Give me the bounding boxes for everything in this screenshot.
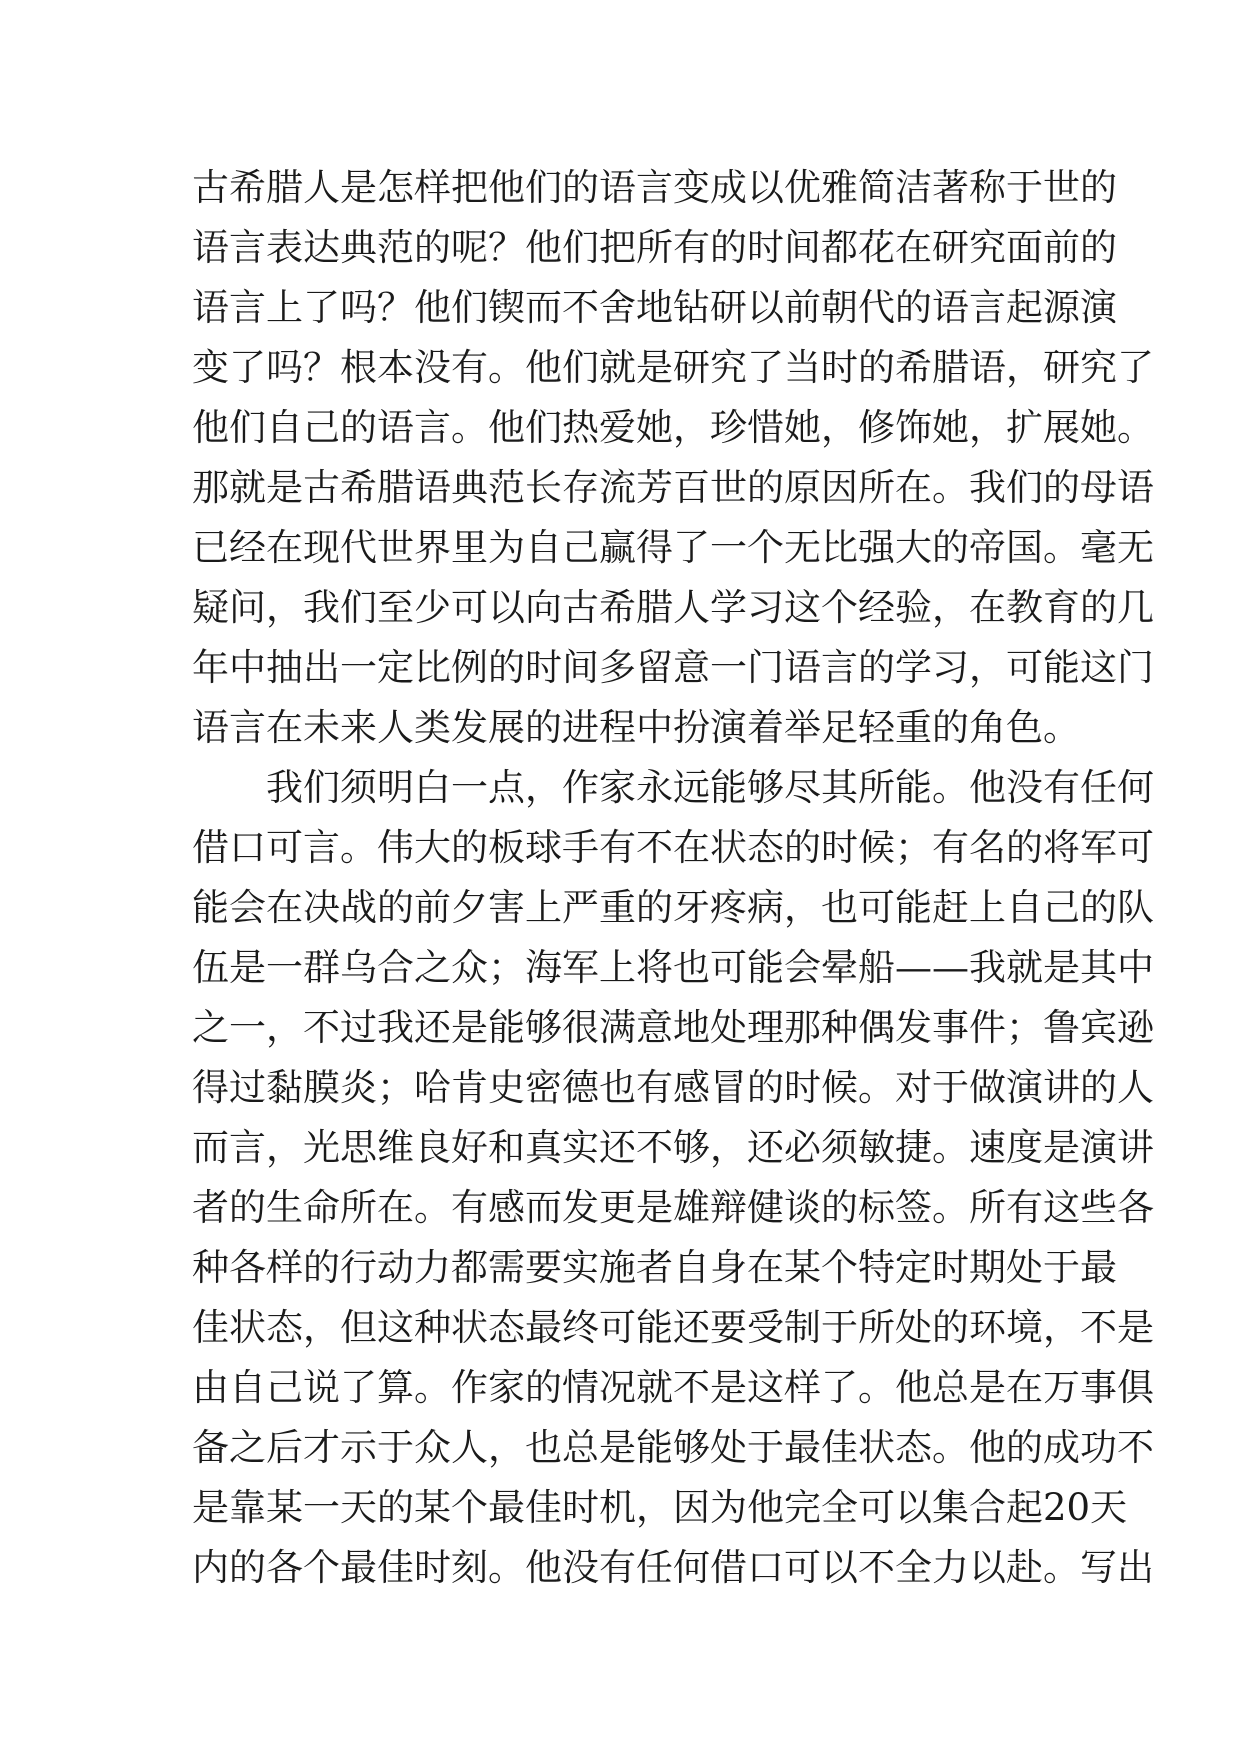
- text-line: 而言，光思维良好和真实还不够，还必须敏捷。速度是演讲: [192, 1126, 1154, 1169]
- text-line: 伍是一群乌合之众；海军上将也可能会晕船——我就是其中: [192, 946, 1154, 989]
- text-line: 种各样的行动力都需要实施者自身在某个特定时期处于最: [192, 1246, 1117, 1289]
- text-line: 年中抽出一定比例的时间多留意一门语言的学习，可能这门: [192, 646, 1154, 689]
- text-line: 能会在决战的前夕害上严重的牙疼病，也可能赶上自己的队: [192, 886, 1154, 929]
- text-line: 那就是古希腊语典范长存流芳百世的原因所在。我们的母语: [192, 466, 1154, 509]
- text-line: 他们自己的语言。他们热爱她，珍惜她，修饰她，扩展她。: [192, 406, 1154, 449]
- text-line: 语言上了吗？他们锲而不舍地钻研以前朝代的语言起源演: [192, 286, 1117, 329]
- text-line: 由自己说了算。作家的情况就不是这样了。他总是在万事俱: [192, 1366, 1154, 1409]
- text-line: 之一，不过我还是能够很满意地处理那种偶发事件；鲁宾逊: [192, 1006, 1154, 1049]
- text-line: 疑问，我们至少可以向古希腊人学习这个经验，在教育的几: [192, 586, 1154, 629]
- text-line: 备之后才示于众人，也总是能够处于最佳状态。他的成功不: [192, 1426, 1154, 1469]
- text-line: 古希腊人是怎样把他们的语言变成以优雅简洁著称于世的: [192, 166, 1117, 209]
- text-line: 得过黏膜炎；哈肯史密德也有感冒的时候。对于做演讲的人: [192, 1066, 1154, 1109]
- text-line: 语言表达典范的呢？他们把所有的时间都花在研究面前的: [192, 226, 1117, 269]
- paragraph-start-line: 我们须明白一点，作家永远能够尽其所能。他没有任何: [266, 766, 1154, 809]
- text-line: 借口可言。伟大的板球手有不在状态的时候；有名的将军可: [192, 826, 1154, 869]
- body-text: [192, 158, 1154, 1598]
- paragraph-end-line: 语言在未来人类发展的进程中扮演着举足轻重的角色。: [192, 706, 1080, 749]
- text-line: 已经在现代世界里为自己赢得了一个无比强大的帝国。毫无: [192, 526, 1154, 569]
- text-line: 佳状态，但这种状态最终可能还要受制于所处的环境，不是: [192, 1306, 1154, 1349]
- text-line: 者的生命所在。有感而发更是雄辩健谈的标签。所有这些各: [192, 1186, 1154, 1229]
- text-line: 变了吗？根本没有。他们就是研究了当时的希腊语，研究了: [192, 346, 1154, 389]
- text-line: 是靠某一天的某个最佳时机，因为他完全可以集合起20天: [192, 1486, 1128, 1529]
- text-line: 内的各个最佳时刻。他没有任何借口可以不全力以赴。写出: [192, 1546, 1154, 1589]
